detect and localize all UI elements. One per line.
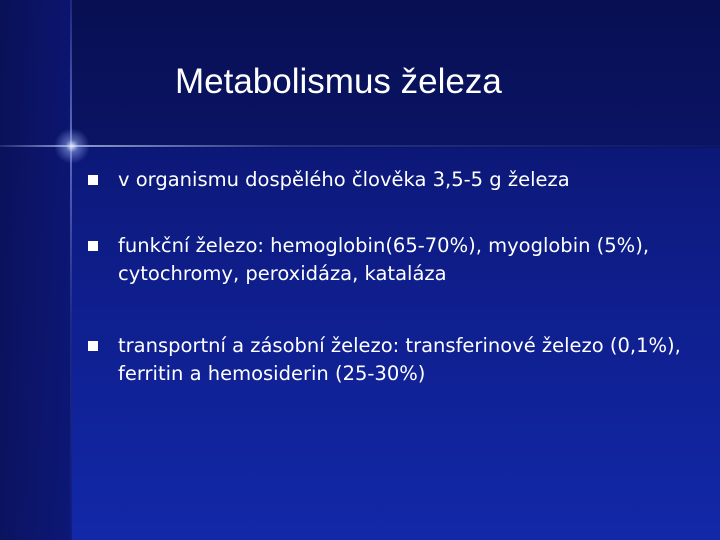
square-bullet-icon bbox=[88, 341, 98, 351]
square-bullet-icon bbox=[88, 175, 98, 185]
slide-title: Metabolismus železa bbox=[175, 62, 502, 101]
bullet-text: funkční železo: hemoglobin(65-70%), myoglobin (5%), cytochromy, peroxidáza, kataláza bbox=[118, 234, 650, 285]
bullet-text: transportní a zásobní železo: transferinové železo (0,1%), ferritin a hemosiderin (25-30%) bbox=[118, 334, 681, 385]
square-bullet-icon bbox=[88, 241, 98, 251]
bullet-text: v organismu dospělého člověka 3,5-5 g železa bbox=[118, 168, 570, 191]
